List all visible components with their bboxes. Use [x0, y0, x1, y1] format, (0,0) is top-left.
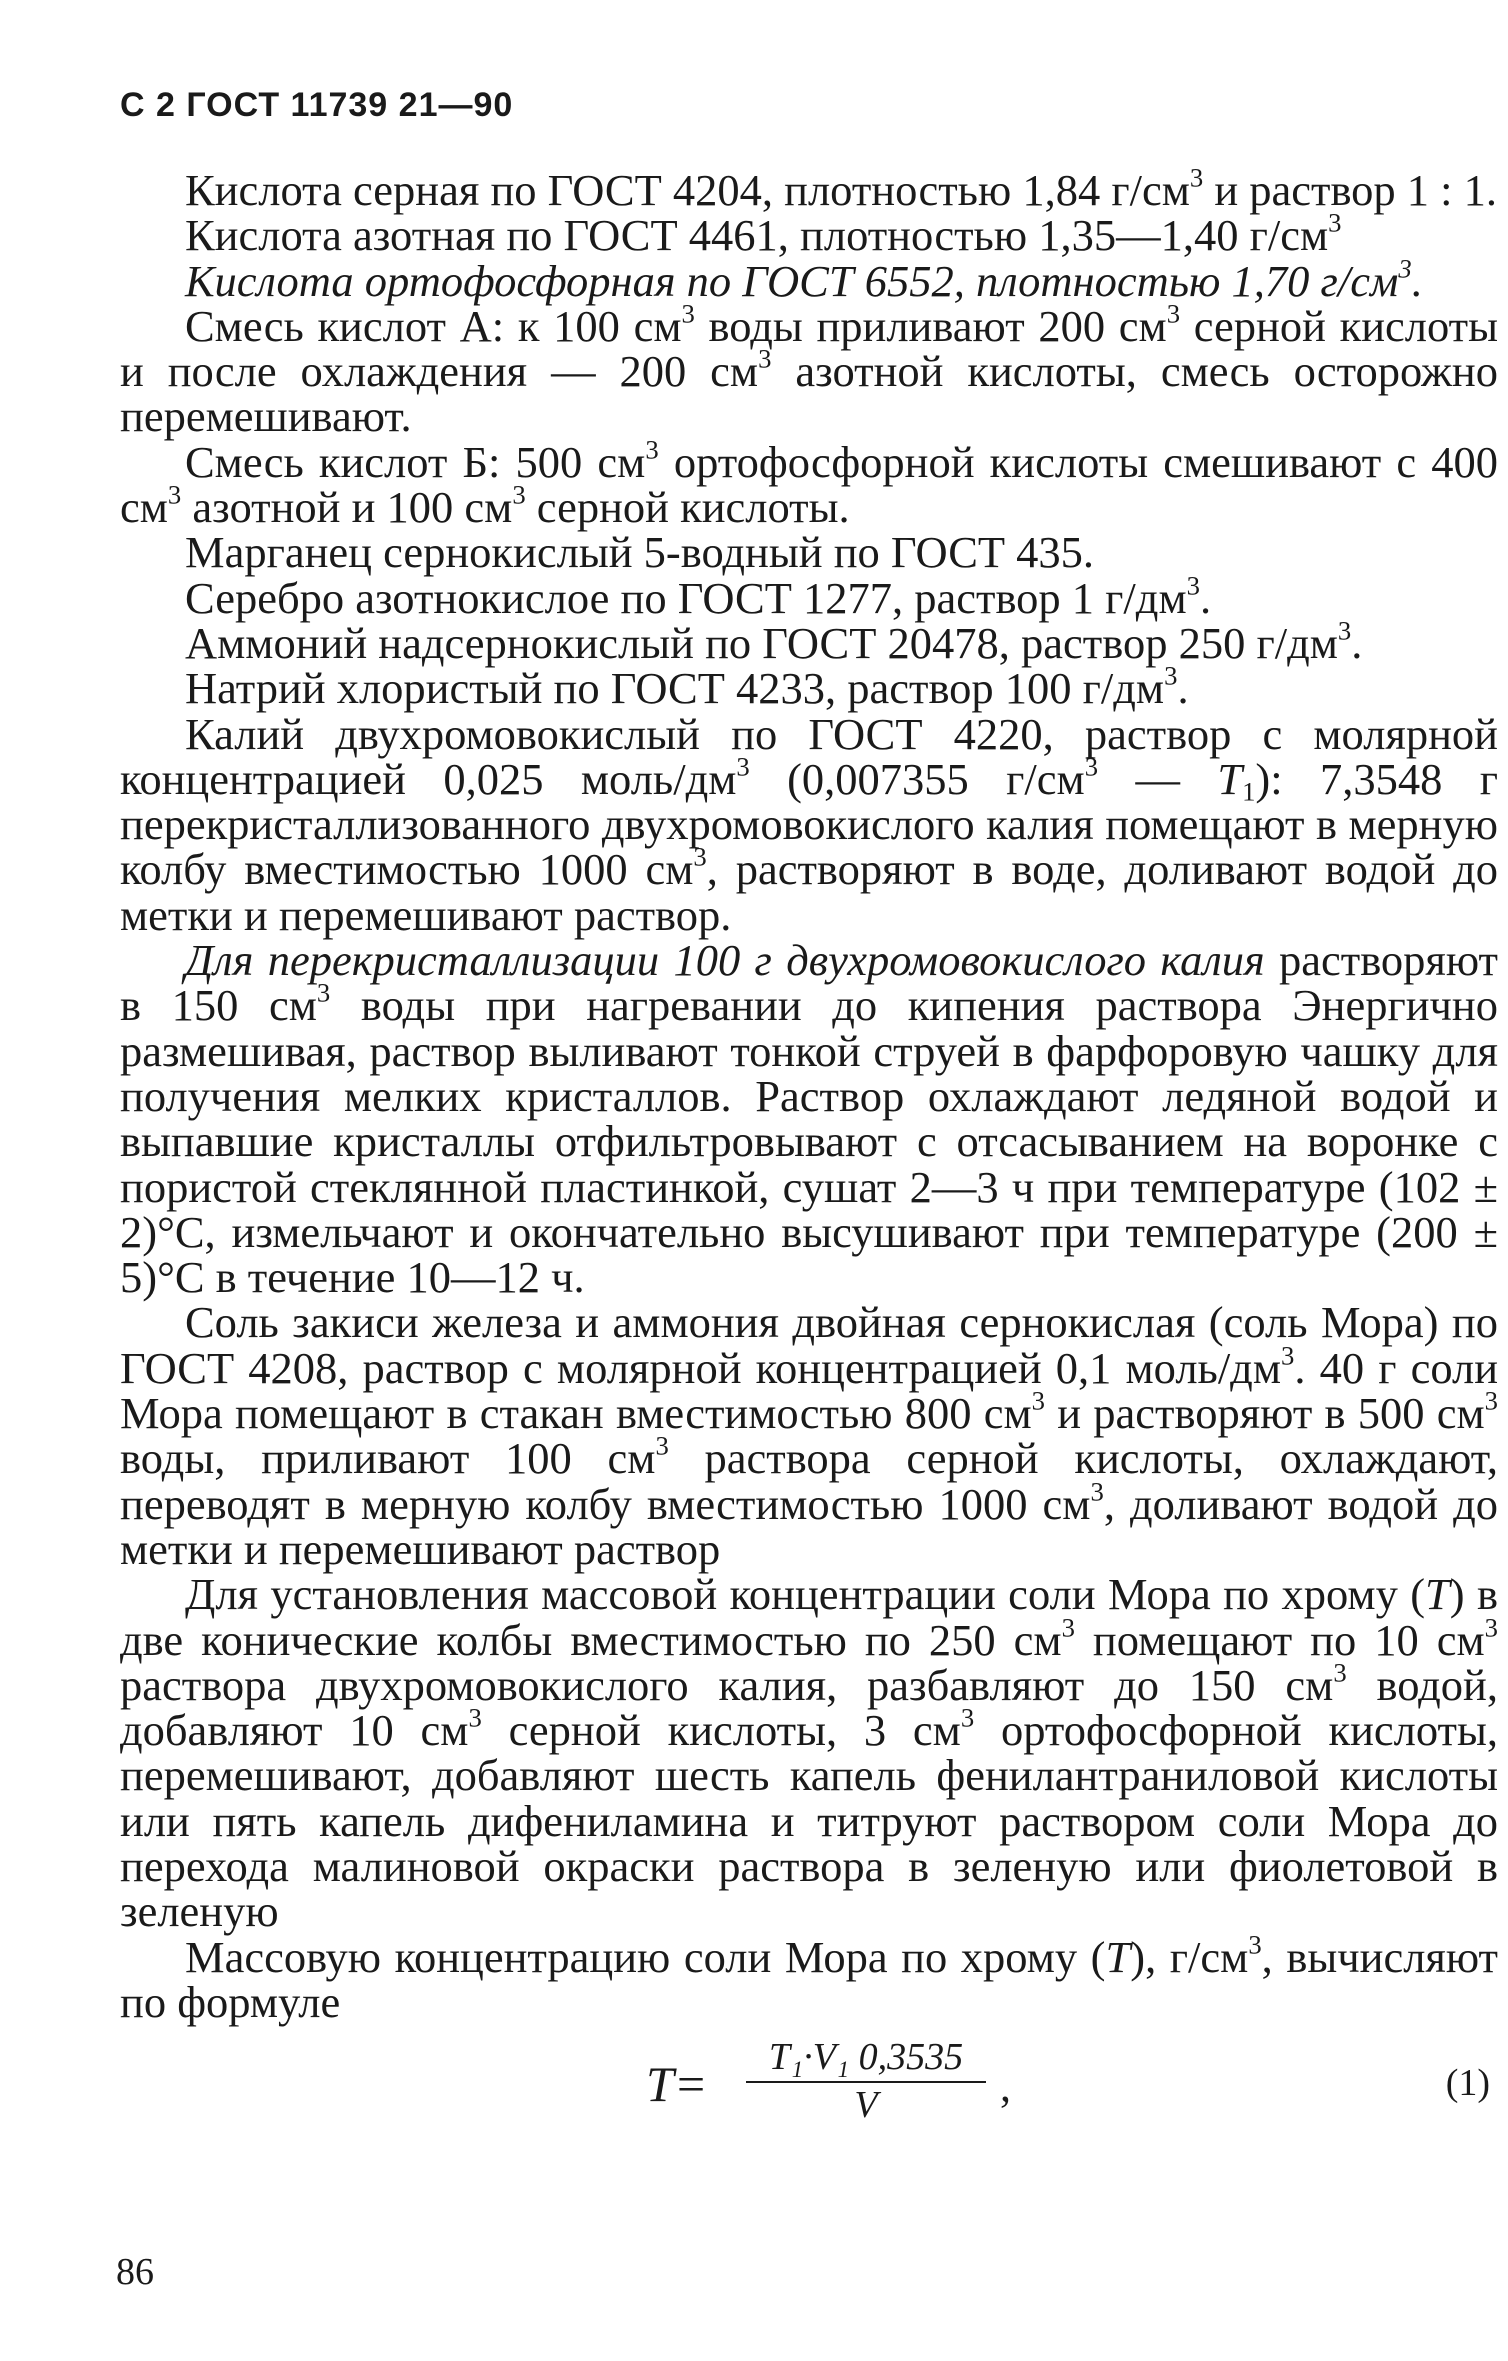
- formula-comma: ,: [1000, 2062, 1011, 2111]
- formula-denominator: V: [854, 2084, 878, 2126]
- formula-lhs: T=: [646, 2056, 708, 2112]
- formula-fraction: [746, 2035, 986, 2125]
- paragraph-manganese-sulfate: Марганец сернокислый 5-водный по ГОСТ 435.: [185, 527, 1095, 578]
- paragraph-recrystallization: Для перекристаллизации 100 г двухромовокислого калия растворяют в 150 $см^3$ воды при нагревании до кипения раствора Энергично размешивая, раствор выливают тонкой струей в фарфоровую чашку для получения мелких кристаллов. Раствор охлаждают ледяной водой и выпавшие кристаллы отфильтровывают с отсасыванием на воронке с пористой стеклянной пластинкой, сушат 2—3 ч при температуре (102 ± 2)°С, измельчают и окончательно высушивают при температуре (200 ± 5)°С в течение 10—12 ч.: [120, 935, 1498, 1303]
- paragraph-phosphoric-acid: Кислота ортофосфорная по ГОСТ 6552, плотностью 1,70 $г/см^3$.: [185, 252, 1423, 306]
- paragraph-sulfuric-acid: Кислота серная по ГОСТ 4204, плотностью 1,84 $г/см^3$ и раствор 1 : 1.: [185, 162, 1498, 215]
- paragraph-acid-mixture-a: Смесь кислот А: к 100 $см^3$ воды приливают 200 $см^3$ серной кислоты и после охлаждения — 200 $см^3$ азотной кислоты, смесь осторожно перемешивают.: [120, 298, 1499, 442]
- paragraph-sodium-chloride: Натрий хлористый по ГОСТ 4233, раствор 100 $г/дм^3$.: [185, 660, 1189, 714]
- paragraph-titration-procedure: Для установления массовой концентрации соли Мора по хрому (T) в две конические колбы вместимостью по 250 $см^3$ помещают по 10 $см^3$ раствора двухромовокислого калия, разбавляют до 150 $см^3$ водой, добавляют 10 $см^3$ серной кислоты, 3 $см^3$ ортофосфорной кислоты, перемешивают, добавляют шесть капель фенилантраниловой кислоты или пять капель дифениламина и титруют раствором соли Мора до перехода малиновой окраски раствора в зеленую или фиолетовой в зеленую: [120, 1569, 1499, 1937]
- body-text: [120, 162, 1499, 2027]
- paragraph-ammonium-persulfate: Аммоний надсернокислый по ГОСТ 20478, раствор 250 $г/дм^3$.: [185, 615, 1363, 668]
- formula: [120, 2035, 1498, 2145]
- page-number: 86: [116, 2251, 154, 2293]
- page-header: С 2 ГОСТ 11739 21—90: [120, 86, 514, 124]
- fraction-bar: [746, 2081, 986, 2083]
- formula-numerator: T₁·V₁ 0,3535: [768, 2036, 964, 2078]
- paragraph-potassium-dichromate: Калий двухромовокислый по ГОСТ 4220, раствор с молярной концентрацией 0,025 моль/$дм^3$ (0,007355 $г/см^3$ — $T_1$): 7,3548 г перекристаллизованного двухромовокислого калия помещают в мерную колбу вместимостью 1000 $см^3$, растворяют в воде, доливают водой до метки и перемешивают раствор.: [120, 708, 1498, 940]
- paragraph-formula-intro: Массовую концентрацию соли Мора по хрому (T), $г/см^3$, вычисляют по формуле: [120, 1928, 1498, 2027]
- formula-number: (1): [1445, 2062, 1490, 2104]
- paragraph-nitric-acid: Кислота азотная по ГОСТ 4461, плотностью 1,35—1,40 $г/см^3$: [185, 207, 1342, 261]
- paragraph-mohr-salt: Соль закиси железа и аммония двойная сернокислая (соль Мора) по ГОСТ 4208, раствор с молярной концентрацией 0,1 моль/$дм^3$. 40 г соли Мора помещают в стакан вместимостью 800 $см^3$ и растворяют в 500 $см^3$ воды, приливают 100 $см^3$ раствора серной кислоты, охлаждают, переводят в мерную колбу вместимостью 1000 $см^3$, доливают водой до метки и перемешивают раствор: [120, 1297, 1499, 1574]
- paragraph-silver-nitrate: Серебро азотнокислое по ГОСТ 1277, раствор 1 $г/дм^3$.: [185, 569, 1212, 623]
- paragraph-acid-mixture-b: Смесь кислот Б: 500 $см^3$ ортофосфорной кислоты смешивают с 400 $см^3$ азотной и 100 $см^3$ серной кислоты.: [120, 434, 1499, 533]
